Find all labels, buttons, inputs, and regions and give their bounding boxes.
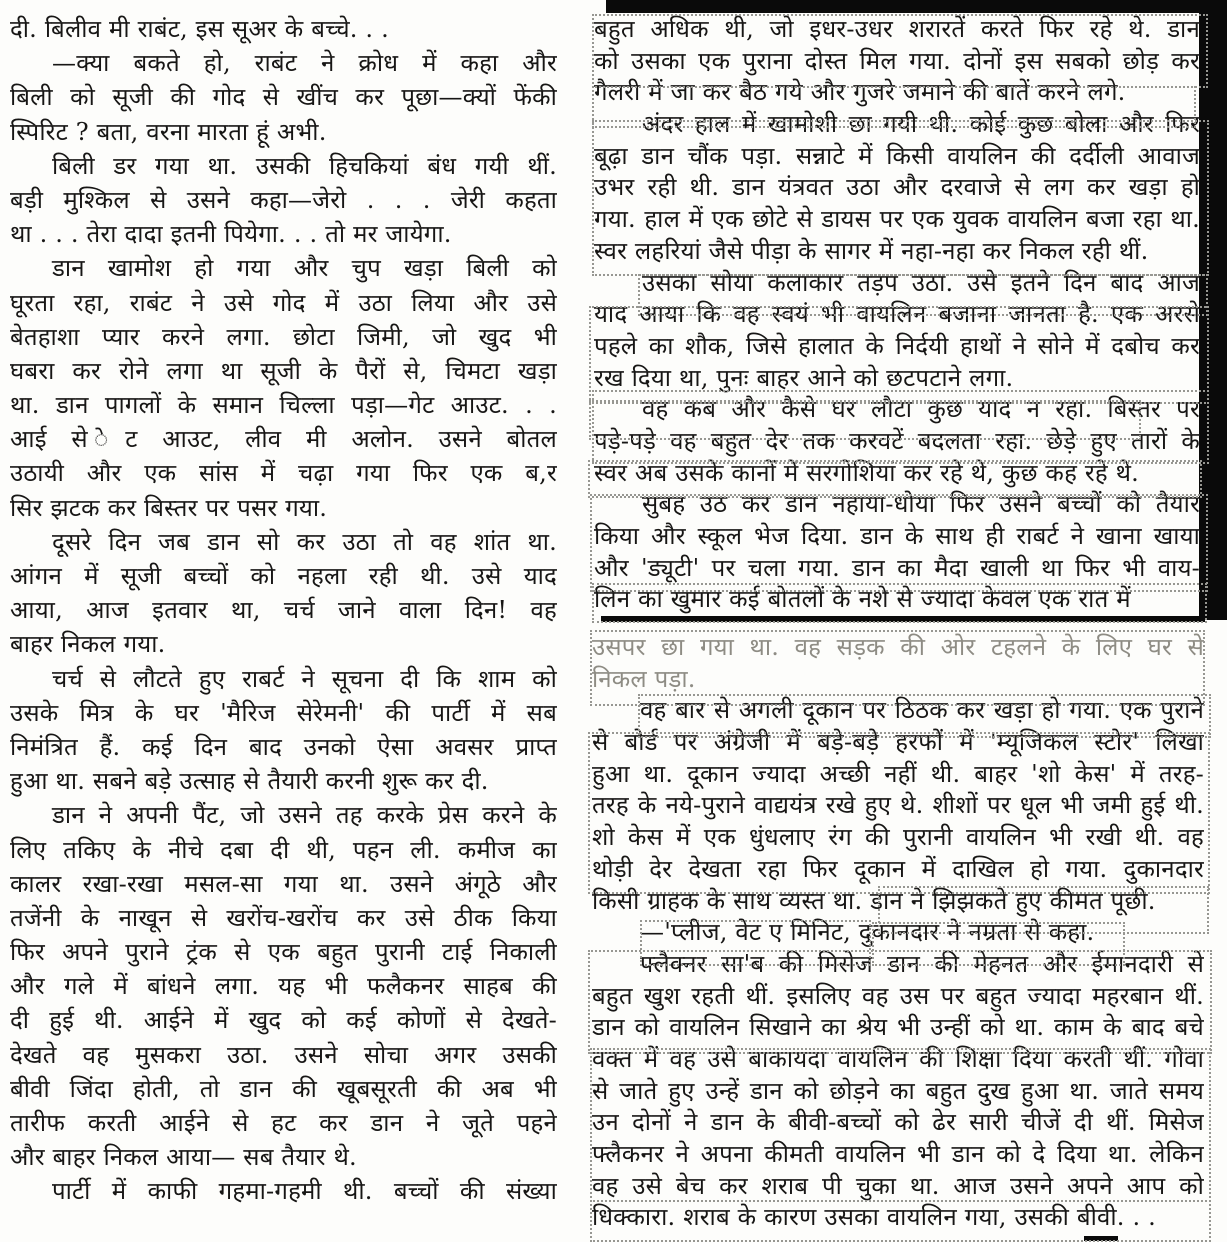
text-line: और बाहर निकल आया— सब तैयार थे.	[10, 1143, 357, 1172]
text-line: दी. बिलीव मी राबंट, इस सूअर के बच्चे. . .	[10, 15, 389, 43]
text-line: निमंत्रित हैं. कई दिन बाद उनको ऐसा अवसर प्राप्त	[10, 732, 557, 761]
text-line: से जाते हुए उन्हें डान को छोड़ने का बहुत दुख हुआ था. जाते समय	[592, 1076, 1204, 1105]
text-line: स्वर अब उसके कानों में सरगोशियां कर रहे थे, कुछ कह रहे थे.	[594, 458, 1139, 487]
text-line: उठायी और एक सांस में चढ़ा गया फिर एक ब,र	[10, 459, 557, 488]
text-line: वह बार से अगली दूकान पर ठिठक कर खड़ा हो गया. एक पुराने	[640, 696, 1204, 725]
text-line: पहले का शौक, जिसे हालात के निर्दयी हाथों ने सोने में दबोच कर	[594, 331, 1200, 360]
text-line: तारीफ करती आईने से हट कर डान ने जूते पहने	[10, 1109, 557, 1137]
text-line: डान ने अपनी पैंट, जो उसने तह करके प्रेस करने के	[52, 801, 557, 830]
text-line: आई से ेट आउट, लीव मी अलोन. उसने बोतल	[10, 425, 557, 454]
text-line: सिर झटक कर बिस्तर पर पसर गया.	[10, 493, 328, 522]
right-text-column-lower	[592, 632, 1204, 1234]
text-line: दूसरे दिन जब डान सो कर उठा तो वह शांत था.	[52, 527, 557, 556]
text-line: से बोर्ड पर अंग्रेजी में बड़े-बड़े हरफों में 'म्यूजिकल स्टोर' लिखा	[592, 728, 1204, 757]
text-line: और गले में बांधने लगा. यह भी फलैकनर साहब की	[10, 972, 557, 1001]
text-line: निकल पड़ा.	[592, 664, 696, 693]
text-line: बहुत अधिक थी, जो इधर-उधर शरारतें करते फिर रहे थे. डान	[594, 15, 1200, 43]
scan-black-right-bar	[1199, 0, 1227, 620]
text-line: बिली को सूजी की गोद से खींच कर पूछा—क्यों फेंकी	[10, 83, 557, 112]
scan-black-divider-rule	[601, 616, 1205, 622]
scan-black-top-bar	[606, 0, 1227, 13]
text-line: फिर अपने पुराने ट्रंक से एक बहुत पुरानी टाई निकाली	[10, 938, 557, 967]
text-line: बड़ी मुश्किल से उसने कहा—जेरो . . . जेरी कहता	[10, 185, 557, 214]
text-line: फ्लैकनर ने अपना कीमती वायलिन भी डान को दे दिया था. लेकिन	[592, 1140, 1204, 1168]
text-line: घूरता रहा, राबंट ने उसे गोद में उठा लिया और उसे	[10, 288, 557, 317]
text-line: —क्या बकते हो, राबंट ने क्रोध में कहा और	[52, 49, 557, 78]
text-line: शो केस में एक धुंधलाए रंग की पुरानी वायलिन भी रखी थी. वह	[592, 823, 1204, 852]
text-line: हुआ था. सबने बड़े उत्साह से तैयारी करनी शुरू कर दी.	[10, 767, 489, 796]
text-line: था . . . तेरा दादा इतनी पियेगा. . . तो मर जायेगा.	[10, 220, 452, 249]
text-line: उसका सोया कलाकार तड़प उठा. उसे इतने दिन बाद आज	[642, 268, 1200, 297]
text-line: हुआ था. दूकान ज्यादा अच्छी नहीं थी. बाहर 'शो केस' में तरह-	[592, 759, 1204, 788]
text-line: थोड़ी देर देखता रहा फिर दूकान में दाखिल हो गया. दुकानदार	[592, 854, 1204, 883]
text-line: गया. हाल में एक छोटे से डायस पर एक युवक वायलिन बजा रहा था.	[594, 205, 1200, 234]
text-line: बाहर निकल गया.	[10, 630, 166, 659]
text-line: देखते वह मुसकरा उठा. उसने सोचा अगर उसकी	[10, 1040, 557, 1069]
text-line: सुबह उठ कर डान नहाया-धोया फिर उसने बच्चों को तैयार	[642, 490, 1200, 519]
text-line: डान खामोश हो गया और चुप खड़ा बिली को	[52, 254, 557, 283]
text-line: बिली डर गया था. उसकी हिचकियां बंध गयी थीं.	[52, 151, 557, 180]
right-text-column-upper	[594, 14, 1200, 616]
text-line: फ्लैक्नर सा'ब की मिसेज डान की मेहनत और ईमानदारी से	[640, 949, 1204, 978]
text-line: पड़े-पड़े वह बहुत देर तक करवटें बदलता रहा. छेड़े हुए तारों के	[594, 426, 1200, 455]
text-line: आया, आज इतवार था, चर्च जाने वाला दिन! वह	[10, 596, 557, 625]
text-line: याद आया कि वह स्वयं भी वायलिन बजाना जानता है. एक अरसे	[594, 300, 1200, 329]
text-line: स्वर लहरियां जैसे पीड़ा के सागर में नहा-नहा कर निकल रही थीं.	[594, 236, 1149, 265]
text-line: था. डान पागलों के समान चिल्ला पड़ा—गेट आउट. . .	[10, 391, 557, 420]
text-line: उभर रही थी. डान यंत्रवत उठा और दरवाजे से लग कर खड़ा हो	[594, 173, 1200, 202]
text-line: धिक्कारा. शराब के कारण उसका वायलिन गया, उसकी बीवी. . .	[592, 1203, 1156, 1232]
text-line: को उसका एक पुराना दोस्त मिल गया. दोनों इस सबको छोड़ कर	[594, 46, 1200, 75]
text-line: तजेंनी के नाखून से खरोंच-खरोंच कर उसे ठीक किया	[10, 903, 557, 932]
text-line: बूढ़ा डान चौंक पड़ा. सन्नाटे में किसी वायलिन की दर्दीली आवाज	[594, 141, 1200, 170]
text-line: लिए तकिए के नीचे दबा दी थी, पहन ली. कमीज का	[10, 835, 557, 864]
text-line: उन दोनों ने डान के बीवी-बच्चों को ढेर सारी चीजें दी थीं. मिसेज	[592, 1108, 1204, 1137]
scan-black-bottom-tick	[1084, 1236, 1118, 1241]
text-line: रख दिया था, पुनः बाहर आने को छटपटाने लगा.	[594, 363, 1014, 392]
text-line: वह उसे बेच कर शराब पी चुका था. आज उसने अपने आप को	[592, 1171, 1204, 1200]
text-line: डान को वायलिन सिखाने का श्रेय भी उन्हीं को था. काम के बाद बचे	[592, 1013, 1204, 1042]
text-line: उसके मित्र के घर 'मैरिज सेरेमनी' की पार्टी में सब	[10, 698, 557, 727]
text-line: —'प्लीज, वेट ए मिनिट, दुकानदार ने नम्रता से कहा.	[640, 918, 1095, 947]
text-line: वह कब और कैसे घर लौटा कुछ याद न रहा. बिस्तर पर	[642, 395, 1200, 424]
left-text-column	[10, 12, 557, 1209]
text-line: बीवी जिंदा होती, तो डान की खूबसूरती की अब भी	[10, 1074, 557, 1103]
text-line: दी हुई थी. आईने में खुद को कई कोणों से देखते-	[10, 1006, 557, 1035]
text-line: कालर रखा-रखा मसल-सा गया था. उसने अंगूठे और	[10, 869, 557, 898]
text-line: चर्च से लौटते हुए राबर्ट ने सूचना दी कि शाम को	[52, 664, 557, 693]
text-line: स्पिरिट ? बता, वरना मारता हूं अभी.	[10, 117, 327, 146]
text-line: बहुत खुश रहती थीं. इसलिए वह उस पर बहुत ज्यादा महरबान थीं.	[592, 981, 1204, 1010]
text-line: बेतहाशा प्यार करने लगा. छोटा जिमी, जो खुद भी	[10, 322, 557, 351]
text-line: वक्त में वह उसे बाकायदा वायलिन की शिक्षा दिया करती थीं. गोवा	[592, 1044, 1204, 1073]
text-line: उसपर छा गया था. वह सड़क की ओर टहलने के लिए घर से	[592, 633, 1204, 661]
text-line: किसी ग्राहक के साथ व्यस्त था. डान ने झिझकते हुए कीमत पूछी.	[592, 886, 1156, 915]
text-line: किया और स्कूल भेज दिया. डान के साथ ही राबर्ट ने खाना खाया	[594, 522, 1200, 550]
text-line: तरह के नये-पुराने वाद्ययंत्र रखे हुए थे. शीशों पर धूल भी जमी हुई थी.	[592, 791, 1204, 820]
text-line: आंगन में सूजी बच्चों को नहला रही थी. उसे याद	[10, 562, 557, 590]
text-line: अंदर हाल में खामोशी छा गयी थी. कोई कुछ बोला और फिर	[642, 110, 1200, 139]
text-line: और 'ड्यूटी' पर चला गया. डान का मैदा खाली था फिर भी वाय-	[594, 553, 1200, 582]
text-line: गैलरी में जा कर बैठ गये और गुजरे जमाने की बातें करने लगे.	[594, 78, 1126, 107]
text-line: पार्टी में काफी गहमा-गहमी थी. बच्चों की संख्या	[52, 1177, 557, 1206]
text-line: लिन का खुमार कई बोतलों के नशे से ज्यादा केवल एक रात में	[594, 585, 1131, 614]
text-line: घबरा कर रोने लगा था सूजी के पैरों से, चिमटा खड़ा	[10, 356, 557, 385]
